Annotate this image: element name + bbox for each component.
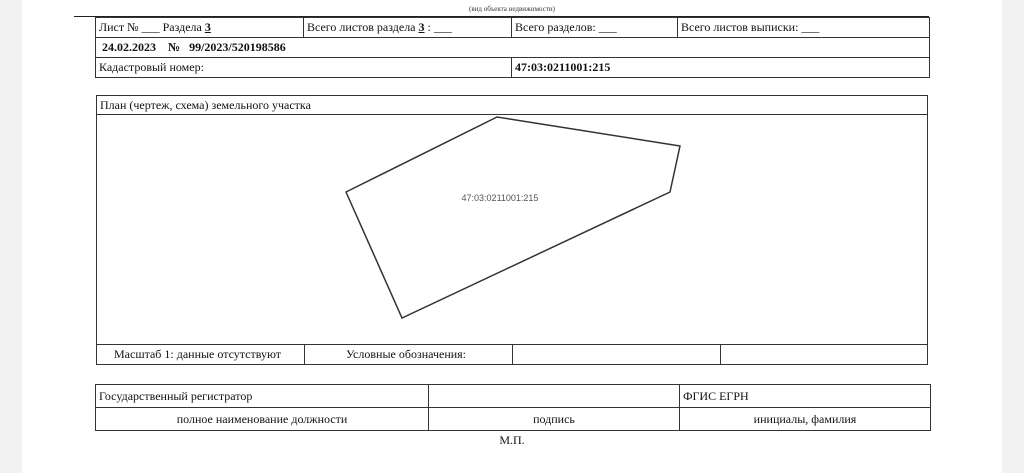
signature-table <box>95 384 931 431</box>
name-caption: инициалы, фамилия <box>680 408 931 431</box>
stamp-place: М.П. <box>499 433 525 447</box>
object-type-caption: (вид объекта недвижимости) <box>469 5 555 13</box>
plan-title: План (чертеж, схема) земельного участка <box>97 96 927 115</box>
section-number: 3 <box>204 20 211 34</box>
legend-empty-cell-1 <box>513 345 721 364</box>
extract-number: 99/2023/520198586 <box>189 40 286 54</box>
date-number-cell: 24.02.2023 № 99/2023/520198586 <box>96 38 930 58</box>
signature-field <box>429 385 680 408</box>
cadastral-row <box>96 58 930 78</box>
parcel-label: 47:03:0211001:215 <box>461 193 539 203</box>
scale-cell: Масштаб 1: данные отсутствуют <box>97 345 305 364</box>
cadastral-number: 47:03:0211001:215 <box>512 58 930 78</box>
total-extract-sheets-cell: Всего листов выписки: ___ <box>678 18 930 38</box>
sheet-info-row <box>96 18 930 38</box>
total-sheets-cell: Всего листов раздела 3 : ___ <box>304 18 512 38</box>
parcel-plan <box>96 95 928 365</box>
signature-caption: подпись <box>429 408 680 431</box>
date-number-row <box>96 38 930 58</box>
parcel-drawing <box>97 115 927 346</box>
registrar-row <box>96 385 931 408</box>
parcel-boundary <box>346 117 680 318</box>
header-table <box>95 17 930 78</box>
extract-date: 24.02.2023 <box>102 40 156 54</box>
captions-row <box>96 408 931 431</box>
plan-footer <box>97 344 927 364</box>
legend-cell: Условные обозначения: <box>305 345 513 364</box>
cadastral-label: Кадастровый номер: <box>96 58 512 78</box>
system-name: ФГИС ЕГРН <box>680 385 931 408</box>
position-caption: полное наименование должности <box>96 408 429 431</box>
legend-empty-cell-2 <box>721 345 929 364</box>
total-sections-cell: Всего разделов: ___ <box>512 18 678 38</box>
sheet-number-cell: Лист № ___ Раздела 3 <box>96 18 304 38</box>
registrar-title: Государственный регистратор <box>96 385 429 408</box>
total-sheets-value: 3 <box>418 20 425 34</box>
